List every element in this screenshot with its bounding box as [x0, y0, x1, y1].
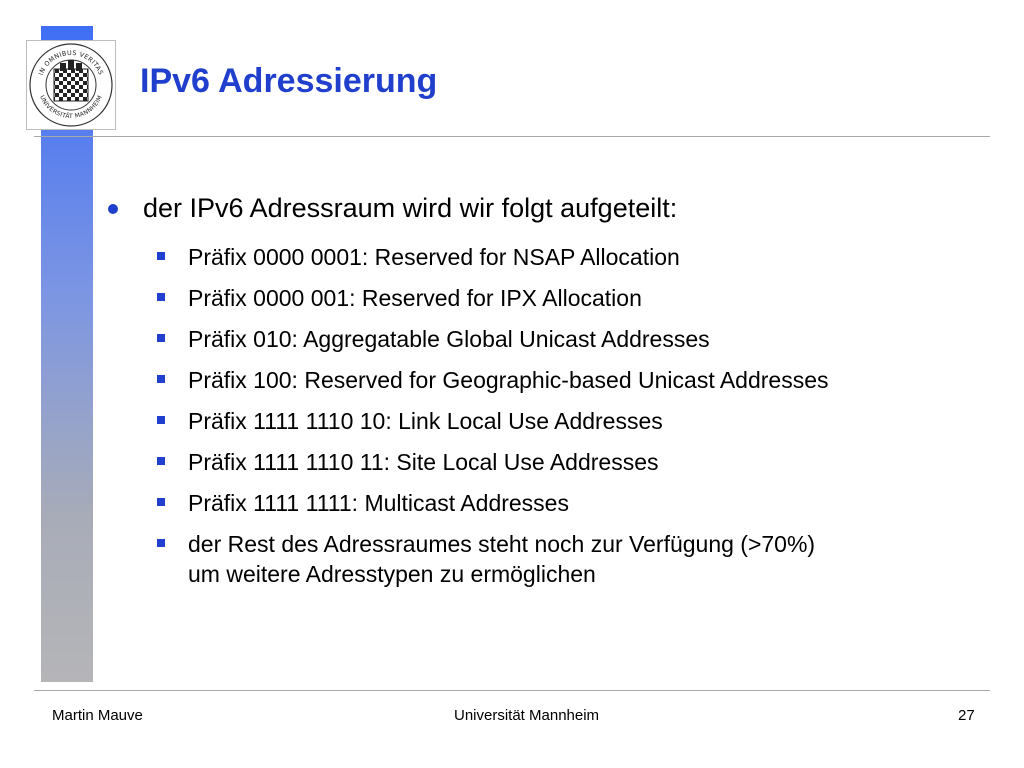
slide-title: IPv6 Adressierung [140, 62, 438, 100]
seal-bottom-text: UNIVERSITÄT MANNHEIM [38, 94, 104, 121]
sub-bullet-item [157, 324, 987, 354]
sub-bullet-item [157, 406, 987, 436]
footer-institution: Universität Mannheim [454, 707, 600, 724]
seal-top-text: IN OMNIBUS VERITAS [36, 48, 106, 77]
square-bullet-icon [157, 334, 165, 342]
sub-bullet-text [188, 242, 680, 272]
sub-bullet-line: Präfix 1111 1110 11: Site Local Use Addresses [188, 449, 659, 475]
sub-bullet-item [157, 283, 987, 313]
sub-bullet-item [157, 447, 987, 477]
square-bullet-icon [157, 539, 165, 547]
sub-bullet-item [157, 365, 987, 395]
sub-bullet-line: Präfix 010: Aggregatable Global Unicast Addresses [188, 326, 710, 352]
square-bullet-icon [157, 457, 165, 465]
main-bullet [108, 190, 978, 226]
sub-bullet-text [188, 324, 710, 354]
square-bullet-icon [157, 416, 165, 424]
square-bullet-icon [157, 375, 165, 383]
main-bullet-text: der IPv6 Adressraum wird wir folgt aufgeteilt: [143, 193, 678, 223]
header-divider [34, 136, 990, 137]
sub-bullet-line: der Rest des Adressraumes steht noch zur Verfügung (>70%) [188, 531, 816, 557]
university-logo [26, 40, 116, 130]
square-bullet-icon [157, 293, 165, 301]
sub-bullet-line: Präfix 1111 1110 10: Link Local Use Addresses [188, 408, 663, 434]
sub-bullet-text [188, 529, 815, 589]
square-bullet-icon [157, 252, 165, 260]
sub-bullet-text [188, 488, 569, 518]
sub-bullet-line: Präfix 0000 0001: Reserved for NSAP Allocation [188, 244, 680, 270]
square-bullet-icon [157, 498, 165, 506]
footer-divider [34, 690, 990, 691]
page-number: 27 [958, 707, 975, 724]
sub-bullet-item [157, 529, 987, 589]
sub-bullet-line: Präfix 100: Reserved for Geographic-based Unicast Addresses [188, 367, 829, 393]
sub-bullet-text [188, 447, 659, 477]
sub-bullet-item [157, 488, 987, 518]
sub-bullet-text [188, 283, 642, 313]
round-bullet-icon [108, 204, 118, 214]
sub-bullet-line: Präfix 0000 001: Reserved for IPX Allocation [188, 285, 642, 311]
university-seal-icon [27, 41, 115, 129]
sub-bullet-text [188, 365, 829, 395]
sub-bullet-line: um weitere Adresstypen zu ermöglichen [188, 561, 596, 587]
sub-bullet-list [157, 242, 987, 600]
sub-bullet-item [157, 242, 987, 272]
sub-bullet-line: Präfix 1111 1111: Multicast Addresses [188, 490, 569, 516]
sub-bullet-text [188, 406, 663, 436]
footer-author: Martin Mauve [52, 707, 143, 724]
